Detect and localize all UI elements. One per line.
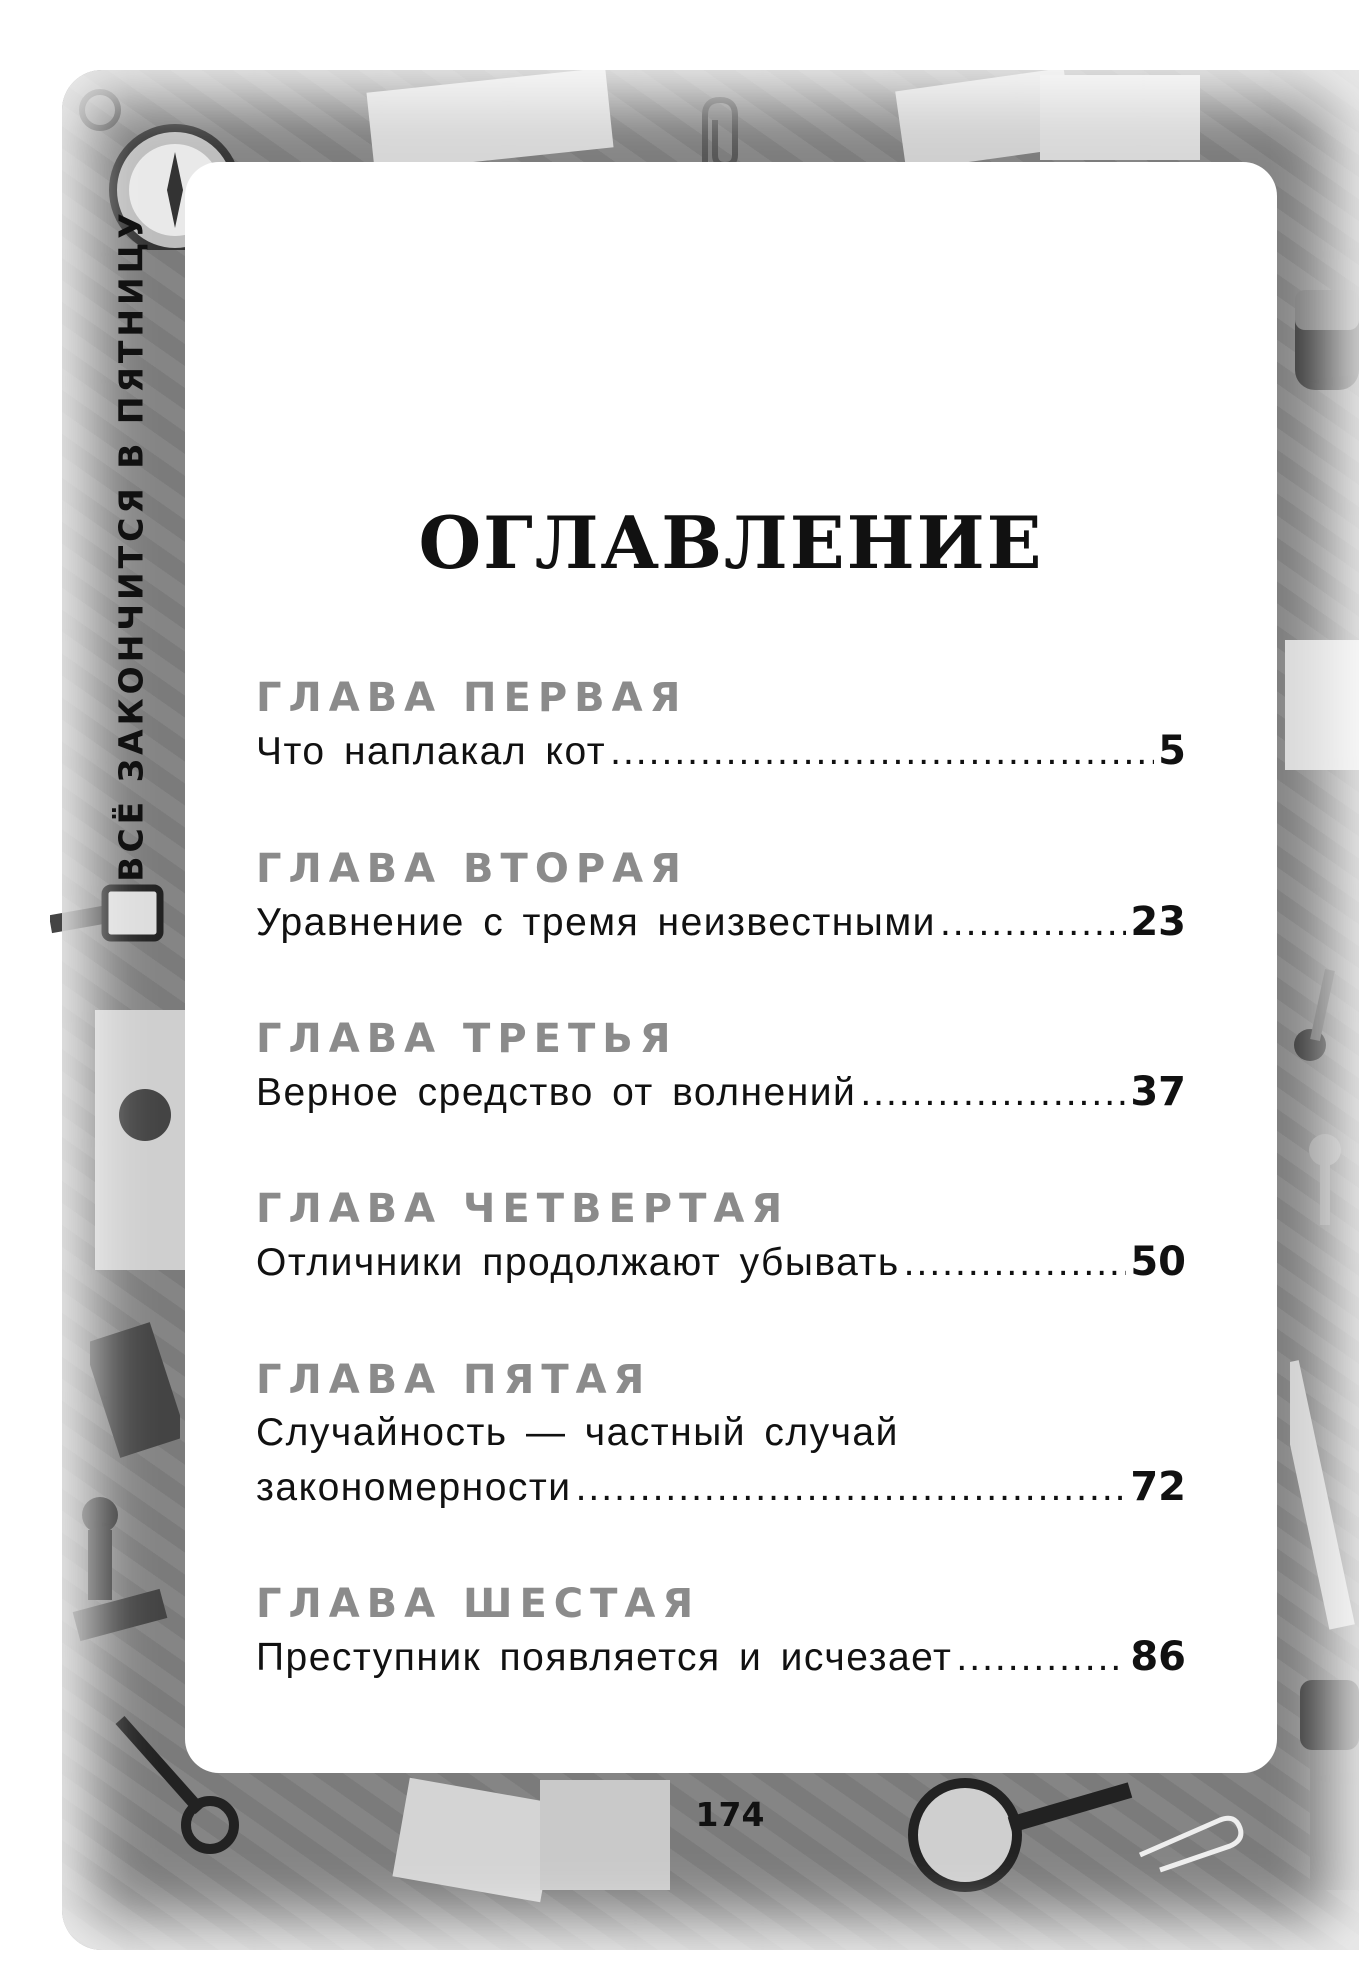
- toc-line-first[interactable]: [256, 1406, 1186, 1460]
- chapter-label: ГЛАВА ТРЕТЬЯ: [256, 1016, 678, 1062]
- envelope-icon: [360, 70, 620, 165]
- dot-leader: [956, 1631, 1126, 1685]
- dot-leader: [940, 896, 1126, 950]
- toc-entry: [256, 1578, 1186, 1685]
- chapter-title: Отличники продолжают убывать: [256, 1241, 900, 1284]
- running-title-text: ВСЁ ЗАКОНЧИТСЯ В ПЯТНИЦУ: [111, 208, 151, 882]
- page-ref: 23: [1130, 899, 1186, 945]
- page-ref: 50: [1130, 1239, 1186, 1285]
- page-ref: 37: [1130, 1069, 1186, 1115]
- toc-entry: [256, 1183, 1186, 1290]
- paperclip-icon: [1130, 1800, 1250, 1880]
- chapter-label: ГЛАВА ПЯТАЯ: [256, 1357, 652, 1403]
- pen-icon: [1290, 1350, 1359, 1650]
- chapter-title-line1: Случайность — частный случай: [256, 1411, 899, 1454]
- dot-leader: [576, 1461, 1127, 1515]
- chess-pawn-icon: [60, 1490, 180, 1650]
- toc-entry: [256, 843, 1186, 950]
- chapter-title: закономерности: [256, 1466, 572, 1509]
- papers-icon: [390, 1770, 690, 1910]
- running-title: [106, 208, 156, 882]
- note-paper-icon: [1280, 630, 1359, 780]
- book-icon: [90, 1310, 180, 1470]
- page-ref: 5: [1158, 728, 1186, 774]
- dot-leader: [904, 1236, 1127, 1290]
- dot-leader: [610, 725, 1154, 779]
- toc-entry: [256, 1013, 1186, 1120]
- dot-leader: [860, 1066, 1126, 1120]
- photo-icon: [85, 1000, 185, 1280]
- lamp-icon: [1290, 1660, 1359, 1900]
- documents-icon: [890, 70, 1210, 165]
- wristwatch-icon: [50, 870, 180, 950]
- toc-entry: [256, 1354, 1186, 1515]
- chapter-label: ГЛАВА ПЕРВАЯ: [256, 675, 688, 721]
- page-title: ОГЛАВЛЕНИЕ: [418, 500, 1044, 585]
- chapter-label: ГЛАВА ШЕСТАЯ: [256, 1581, 701, 1627]
- chapter-title: Верное средство от волнений: [256, 1071, 857, 1114]
- toc-line[interactable]: [256, 1235, 1186, 1290]
- chapter-title: Уравнение с тремя неизвестными: [256, 901, 936, 944]
- keys-icon: [1290, 950, 1359, 1270]
- page-ref: 86: [1130, 1634, 1186, 1680]
- toc-line[interactable]: [256, 724, 1186, 779]
- toc-line[interactable]: [256, 1065, 1186, 1120]
- chapter-title: Что наплакал кот: [256, 730, 607, 773]
- stamp-icon: [1290, 270, 1359, 400]
- content-card: [185, 162, 1277, 1773]
- toc-line[interactable]: [256, 895, 1186, 950]
- toc-line[interactable]: [256, 1460, 1186, 1515]
- chapter-label: ГЛАВА ЧЕТВЕРТАЯ: [256, 1186, 790, 1232]
- toc-line[interactable]: [256, 1630, 1186, 1685]
- magnifying-glass-icon: [890, 1770, 1140, 1900]
- chapter-label: ГЛАВА ВТОРАЯ: [256, 846, 688, 892]
- chapter-title: Преступник появляется и исчезает: [256, 1636, 953, 1679]
- page-number: 174: [695, 1795, 765, 1834]
- page-ref: 72: [1130, 1464, 1186, 1510]
- toc-entry: [256, 672, 1186, 779]
